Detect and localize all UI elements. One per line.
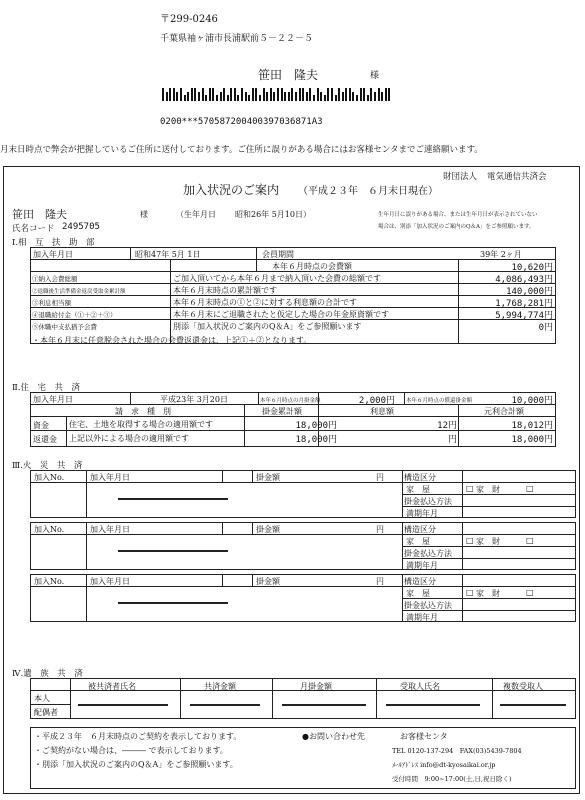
section-1-title: Ⅰ.相 互 扶 助 部 [12,238,95,248]
s4-col-insured: 被共済者氏名 [88,682,136,691]
barcode-bar [169,88,171,101]
s2-row-1-desc: 住宅、土地を取得する場合の適用額です [69,420,213,429]
fire-3-premium-label: 掛金額 [256,577,280,586]
s1-join-value: 昭和47年 5月 1日 [135,250,201,259]
address-line: 千葉県袖ヶ浦市長浦駅前５－２２－５ [160,34,314,44]
barcode-bar [370,88,372,101]
barcode-bar [381,92,383,101]
fire-2-no-label: 加入No. [34,525,65,534]
s1-period-value: 39年 2ヶ月 [480,250,522,259]
barcode-bar [202,88,204,101]
s4-col-recipient: 受取人氏名 [400,682,440,691]
s1-row-4-value: 5,994,774円 [495,311,553,321]
fire-1-no-label: 加入No. [34,473,65,482]
barcode-bar [194,88,196,101]
barcode-bar [191,88,193,101]
fire-2-empty-dash [118,550,228,552]
fire-2-pay-label: 掛金払込方法 [404,549,452,558]
s1-row-1-value: 4,086,493円 [495,275,553,285]
fire-3-no-label: 加入No. [34,577,65,586]
barcode-bar [320,92,322,101]
barcode-bar [216,95,218,101]
fire-1-v1 [86,470,87,518]
s2-row-2-desc: 上記以外による場合の適用額です [69,434,189,443]
member-code: 2495705 [62,222,100,232]
contact-hours: 受付時間 9:00~17:00(土,日,祝日除く) [392,775,512,783]
s1-row-3-value: 1,768,281円 [495,299,553,309]
fire-3-house-box: □ [466,588,474,597]
s1-current-label: 本年６月時点の会費額 [272,262,352,271]
recipient-honorific: 様 [370,71,380,81]
section-2-title: Ⅱ.住 宅 共 済 [12,383,80,393]
barcode-bar [241,88,243,101]
s2-row-2-interest: 円 [447,435,457,445]
postal-code: 〒299-0246 [160,14,218,25]
customer-code-line: 0200***570587200400397036871A3 [160,117,323,127]
s2-col-total: 掛金累計額 [262,407,302,416]
fire-3-yen: 円 [376,577,384,586]
fire-3-date-label: 加入年月日 [90,577,130,586]
postal-barcode [162,88,390,101]
barcode-bar [176,92,178,101]
birth-note-1: 生年月日に誤りがある場合、または生年月日が表示されていない [378,212,538,218]
birth-note-2: 場合は、別添「加入状況のご案内のQ＆A」をご参照願います。 [378,224,535,230]
s1-row-1-desc: ご加入頂いてから本年６月まで納入頂いた会費の総額です [173,274,381,283]
barcode-bar [209,88,211,101]
s4-col-monthly: 月掛金額 [300,682,332,691]
barcode-bar [252,88,254,101]
barcode-bar [184,95,186,101]
fire-2-yen: 円 [376,525,384,534]
barcode-bar [187,92,189,101]
barcode-bar [266,92,268,101]
fire-2-premium-label: 掛金額 [256,525,280,534]
fire-1-empty-dash [118,498,228,500]
barcode-bar [360,88,362,101]
fire-3-v1 [86,574,87,622]
contact-tel: TEL 0120-137-294 FAX(03)5439-7804 [392,747,522,755]
s2-row-1-interest: 12円 [437,421,457,431]
fire-3-goods-box: □ [526,588,534,597]
fire-2-struct-label: 構造区分 [404,525,436,534]
s1-row-3-label: ③利息相当額 [32,299,71,307]
barcode-bar [223,88,225,101]
barcode-bar [288,92,290,101]
barcode-bar [295,92,297,101]
barcode-bar [317,88,319,101]
s2-row-2-total: 18,000円 [295,435,337,445]
s2-row-2-sum: 18,000円 [511,435,553,445]
barcode-bar [198,92,200,101]
member-code-label: 氏名コード [12,224,55,234]
s1-row-4-label: ④退職給付金（①＋②＋③） [32,311,117,319]
fire-1-premium-label: 掛金額 [256,473,280,482]
s2-row-1-sum: 18,012円 [511,421,553,431]
s2-col-type: 請 求 種 別 [115,407,171,416]
barcode-bar [180,88,182,101]
s1-period-label: 会員期間 [262,250,294,259]
fire-2-v3 [252,522,253,534]
fire-2-goods-box: □ [526,536,534,545]
barcode-bar [356,95,358,101]
barcode-bar [352,92,354,101]
s2-row-2-label: 返還金 [33,435,57,444]
fire-1-yen: 円 [376,473,384,482]
barcode-bar [284,92,286,101]
fire-2-house-label: 家 屋 [406,537,430,546]
barcode-bar [374,92,376,101]
birth-value: 昭和26年 5月10日） [235,210,311,219]
s1-row-2-label: ②退職後生活準備金返戻受取金累計額 [32,289,126,295]
fire-1-house-label: 家 屋 [406,485,430,494]
s1-footnote: ・本年６月末に任意脱会された場合の会費返還金は、上記①＋②となります。 [32,336,312,345]
barcode-bar [166,92,168,101]
fire-2-date-label: 加入年月日 [90,525,130,534]
s2-payout-label: 本年６月時点の償還掛金額 [406,398,473,404]
footer-note-3: ・別添「加入状況のご案内のQ＆A」をご参照願います。 [34,760,238,769]
footer-note-1: ・平成２３年 ６月末時点のご契約を表示しております。 [34,732,242,741]
barcode-bar [309,88,311,101]
fire-2-v2 [222,522,223,534]
barcode-bar [367,95,369,101]
fire-3-v3 [252,574,253,586]
org-name: 電気通信共済会 [487,172,547,182]
s1-row-1-label: ①納入会費総額 [32,275,78,283]
fire-2-house-box: □ [466,536,474,545]
barcode-bar [324,95,326,101]
s4-col-multi: 複数受取人 [503,682,543,691]
fire-3-empty-dash [118,602,228,604]
fire-3-expiry-label: 満期年月 [406,613,438,622]
fire-1-goods-label: 家 財 [476,485,500,494]
barcode-bar [273,92,275,101]
footer-note-2: ・ご契約がない場合は、――― で表示しております。 [34,746,228,755]
s1-current-value: 10,620円 [511,263,553,273]
s1-row-3-desc: 本年６月末時点の①と②に対する利息額の合計です [173,298,357,307]
fire-3-house-label: 家 屋 [406,589,430,598]
barcode-bar [291,88,293,101]
barcode-bar [302,88,304,101]
barcode-bar [349,88,351,101]
fire-2-v1 [86,522,87,570]
fire-2-expiry-label: 満期年月 [406,561,438,570]
section-4-title: Ⅳ.遺 族 共 済 [12,669,83,679]
barcode-bar [263,88,265,101]
document-title: 加入状況のご案内 [183,183,280,197]
section-3-title: Ⅲ.火 災 共 済 [12,461,83,471]
org-type: 財団法人 [443,172,478,182]
contact-center: お客様センタ [400,732,448,741]
recipient-name: 笹田 隆夫 [258,68,319,82]
fire-1-house-box: □ [466,484,474,493]
barcode-bar [255,88,257,101]
s2-payout-value: 10,000円 [511,396,553,406]
barcode-bar [237,95,239,101]
fire-1-date-label: 加入年月日 [90,473,130,482]
fire-3-v2 [222,574,223,586]
barcode-bar [234,88,236,101]
barcode-bar [327,88,329,101]
fire-3-goods-label: 家 財 [476,589,500,598]
barcode-bar [281,88,283,101]
barcode-bar [345,88,347,101]
fire-1-struct-label: 構造区分 [404,473,436,482]
s2-col-sum: 元利合計額 [484,407,524,416]
fire-1-goods-box: □ [526,484,534,493]
barcode-bar [306,92,308,101]
barcode-bar [388,88,390,101]
barcode-bar [385,88,387,101]
birth-label: （生年月日 [176,210,216,219]
barcode-bar [270,88,272,101]
s2-row-1-total: 18,000円 [295,421,337,431]
barcode-bar [299,88,301,101]
s4-col-amount: 共済金額 [204,682,236,691]
barcode-bar [205,95,207,101]
member-honorific: 様 [140,210,148,219]
barcode-bar [220,92,222,101]
member-name: 笹田 隆夫 [12,208,67,221]
barcode-bar [245,92,247,101]
fire-1-pay-label: 掛金払込方法 [404,497,452,506]
barcode-bar [212,88,214,101]
fire-1-v3 [252,470,253,482]
barcode-bar [227,95,229,101]
barcode-bar [230,88,232,101]
fire-3-pay-label: 掛金払込方法 [404,601,452,610]
barcode-bar [277,88,279,101]
barcode-bar [335,95,337,101]
s1-row-5-value: 0円 [538,323,553,333]
s1-row-2-value: 140,000円 [506,287,553,297]
s1-join-label: 加入年月日 [33,250,73,259]
s1-row-5-label: ⑤休職中支払猶予会費 [32,323,97,331]
s2-row-1-label: 資金 [33,421,49,430]
barcode-bar [173,88,175,101]
barcode-bar [378,88,380,101]
s2-monthly-label: 本年６月時点の月掛金額 [260,398,321,404]
barcode-bar [259,95,261,101]
s2-join-value: 平成23年 3月20日 [160,395,228,404]
barcode-bar [162,88,164,101]
s2-monthly-value: 2,000円 [358,396,395,406]
barcode-bar [248,95,250,101]
fire-1-v2 [222,470,223,482]
barcode-bar [331,88,333,101]
fire-3-struct-label: 構造区分 [404,577,436,586]
fire-2-goods-label: 家 財 [476,537,500,546]
barcode-bar [313,95,315,101]
s4-row-spouse: 配偶者 [34,708,58,717]
top-notice: 月末日時点で弊会が把握しているご住所に送付しております。ご住所に誤りがある場合にはお客様センタまでご連絡願います。 [0,145,483,155]
barcode-bar [342,92,344,101]
s2-join-label: 加入年月日 [33,395,73,404]
s1-row-2-desc: 本年６月末時点の累計額です [173,286,277,295]
barcode-bar [363,88,365,101]
barcode-bar [338,88,340,101]
s1-row-4-desc: 本年６月末にご退職されたと仮定した場合の年金原資額です [173,310,389,319]
s1-row-5-desc: 別添「加入状況のご案内のQ＆A」をご参照願います [173,322,362,331]
s4-row-self: 本人 [34,694,50,703]
fire-1-expiry-label: 満期年月 [406,509,438,518]
contact-mail[interactable]: ﾒｰﾙｱﾄﾞﾚｽ info@dt-kyosaikai.or.jp [392,761,496,769]
s2-col-interest: 利息額 [370,407,394,416]
contact-label: ●お問い合わせ先 [302,732,365,741]
document-period: （平成２３年 ６月末日現在） [298,186,438,197]
